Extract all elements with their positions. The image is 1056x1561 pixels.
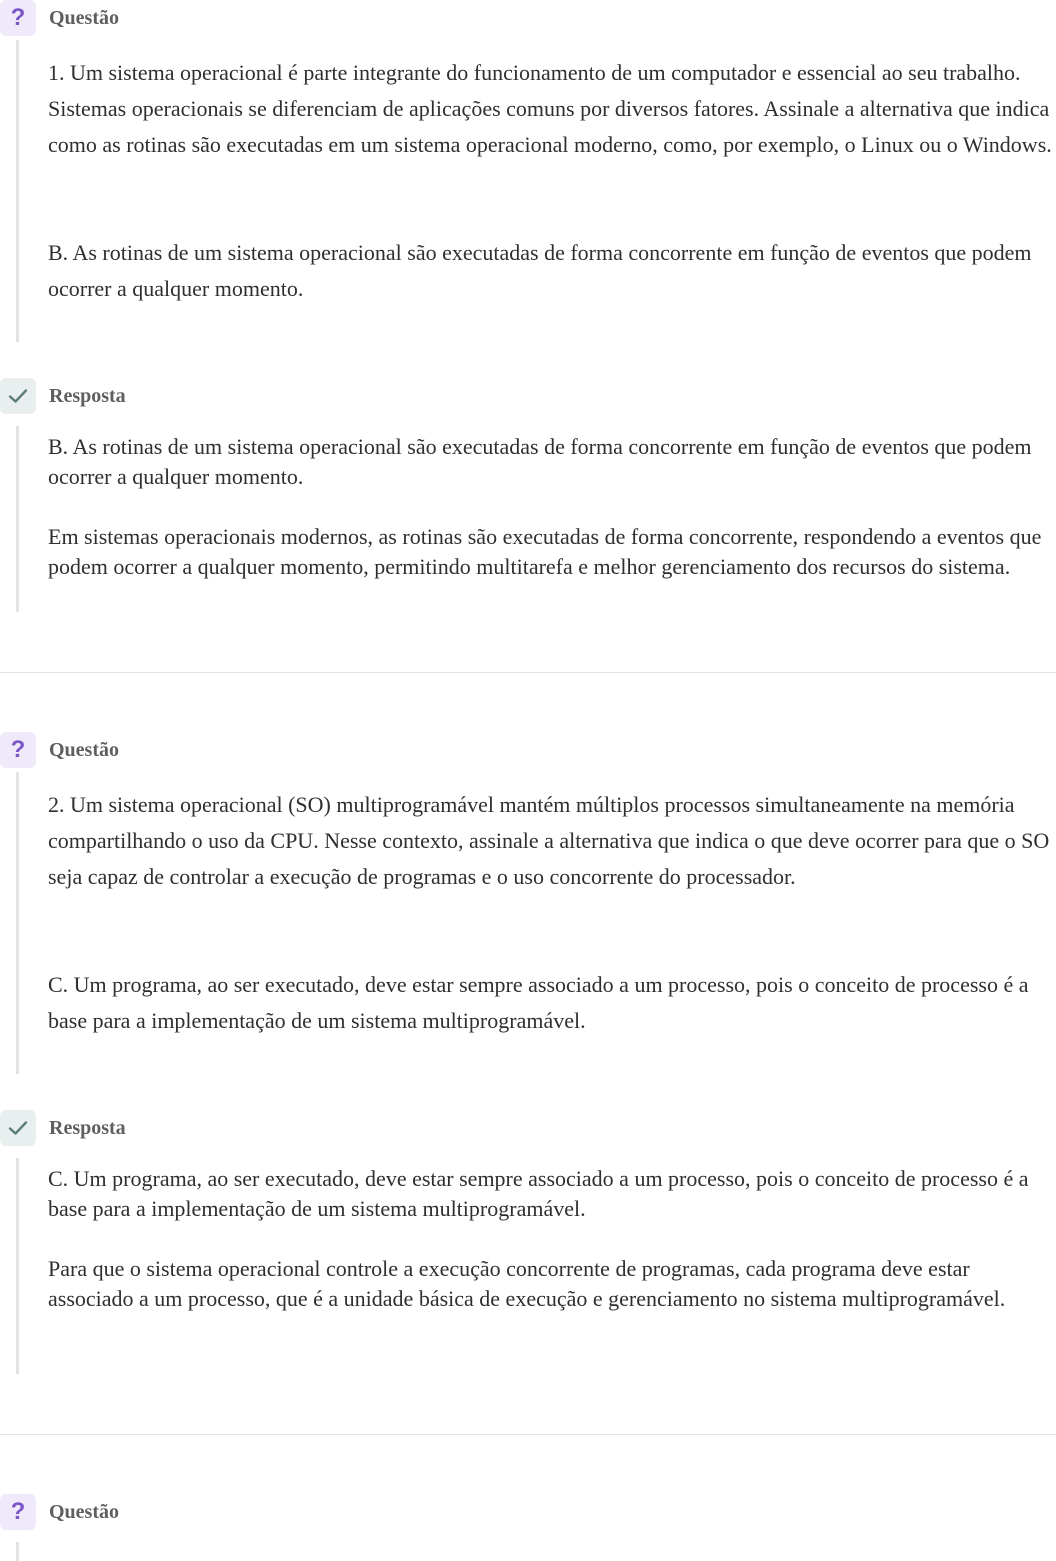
question-label: Questão bbox=[49, 1501, 119, 1523]
answer-label: Resposta bbox=[49, 385, 126, 407]
answer-rail bbox=[16, 426, 19, 612]
selected-option-2: C. Um programa, ao ser executado, deve estar sempre associado a um processo, pois o conceito de processo é a base para a implementação de um sistema multiprogramável. bbox=[48, 972, 1029, 1033]
answer-explanation-2: Para que o sistema operacional controle a execução concorrente de programas, cada programa deve estar associado a um processo, que é a unidade básica de execução e gerenciamento no sistema multiprogramável. bbox=[48, 1256, 1006, 1311]
question-mark-icon: ? bbox=[0, 0, 36, 36]
section-divider bbox=[0, 1434, 1056, 1435]
checkmark-icon bbox=[0, 378, 36, 414]
question-rail bbox=[16, 1542, 19, 1561]
answer-rail bbox=[16, 1158, 19, 1374]
question-label: Questão bbox=[49, 739, 119, 761]
question-header-2 bbox=[0, 732, 400, 768]
section-divider bbox=[0, 672, 1056, 673]
question-mark-icon: ? bbox=[0, 1494, 36, 1530]
selected-option-1: B. As rotinas de um sistema operacional são executadas de forma concorrente em função de eventos que podem ocorrer a qualquer momento. bbox=[48, 240, 1032, 301]
question-header-3 bbox=[0, 1494, 400, 1530]
answer-header-2 bbox=[0, 1110, 400, 1146]
question-rail bbox=[16, 40, 19, 342]
answer-option-1: B. As rotinas de um sistema operacional são executadas de forma concorrente em função de eventos que podem ocorrer a qualquer momento. bbox=[48, 434, 1032, 489]
question-label: Questão bbox=[49, 7, 119, 29]
answer-header-1 bbox=[0, 378, 400, 414]
question-header-1 bbox=[0, 0, 400, 36]
question-text-1: 1. Um sistema operacional é parte integrante do funcionamento de um computador e essencial ao seu trabalho. Sistemas operacionais se diferenciam de aplicações comuns por diversos fatores. Assinale a alternativa que indica como as rotinas são executadas em um sistema operacional moderno, como, por exemplo, o Linux ou o Windows. bbox=[48, 60, 1052, 157]
answer-option-2: C. Um programa, ao ser executado, deve estar sempre associado a um processo, pois o conceito de processo é a base para a implementação de um sistema multiprogramável. bbox=[48, 1166, 1029, 1221]
question-rail bbox=[16, 772, 19, 1074]
answer-explanation-1: Em sistemas operacionais modernos, as rotinas são executadas de forma concorrente, respondendo a eventos que podem ocorrer a qualquer momento, permitindo multitarefa e melhor gerenciamento dos recursos do sistema. bbox=[48, 524, 1042, 579]
checkmark-icon bbox=[0, 1110, 36, 1146]
question-text-2: 2. Um sistema operacional (SO) multiprogramável mantém múltiplos processos simultaneamente na memória compartilhando o uso da CPU. Nesse contexto, assinale a alternativa que indica o que deve ocorrer para que o SO seja capaz de controlar a execução de programas e o uso concorrente do processador. bbox=[48, 792, 1050, 889]
question-mark-icon: ? bbox=[0, 732, 36, 768]
answer-label: Resposta bbox=[49, 1117, 126, 1139]
